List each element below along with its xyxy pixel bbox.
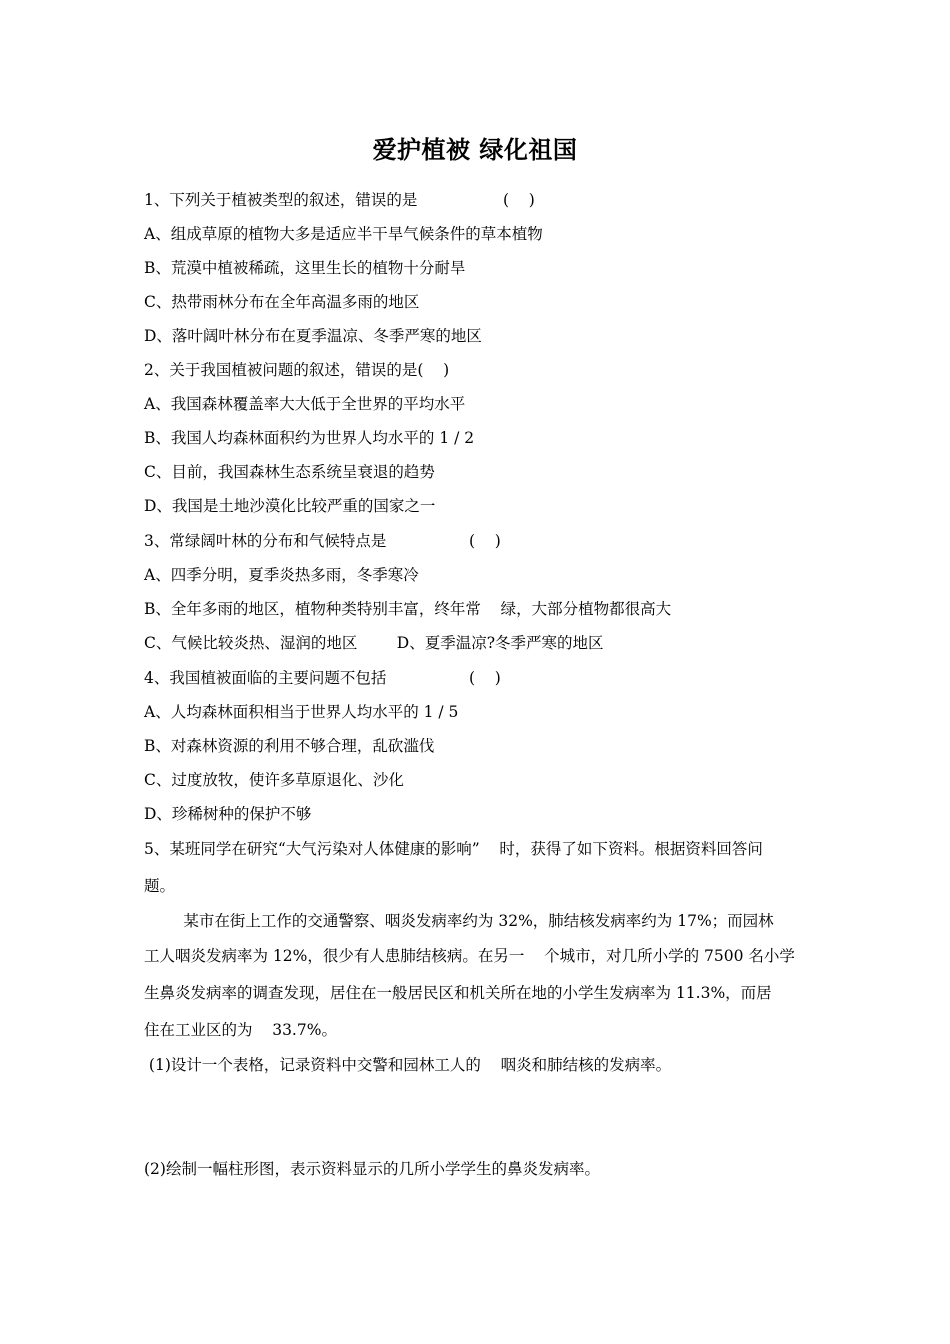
question-1-option-b: B、荒漠中植被稀疏，这里生长的植物十分耐旱 [144,259,466,277]
question-5-stem-line-2: 题。 [144,877,176,895]
question-1-option-c: C、热带雨林分布在全年高温多雨的地区 [144,293,420,311]
question-1-stem: 1、下列关于植被类型的叙述，错误的是 [144,191,418,209]
question-4-option-a: A、人均森林面积相当于世界人均水平的 1 / 5 [144,703,459,721]
question-4-stem: 4、我国植被面临的主要问题不包括 [144,669,387,687]
question-3-option-a: A、四季分明，夏季炎热多雨，冬季寒冷 [144,566,419,584]
question-2-option-a: A、我国森林覆盖率大大低于全世界的平均水平 [144,395,466,413]
question-2-option-d: D、我国是土地沙漠化比较严重的国家之一 [144,497,436,515]
question-5-subquestion-2: (2)绘制一幅柱形图，表示资料显示的几所小学学生的鼻炎发病率。 [144,1160,600,1178]
document-title: 爱护植被 绿化祖国 [372,135,578,164]
question-5-material-line-3: 生鼻炎发病率的调查发现，居住在一般居民区和机关所在地的小学生发病率为 11.3%，而居 [144,984,772,1002]
question-5-material-line-4: 住在工业区的为 33.7%。 [144,1021,337,1039]
question-3-answer-blank: ( ) [469,532,501,550]
question-1-option-a: A、组成草原的植物大多是适应半干旱气候条件的草本植物 [144,225,543,243]
question-2-stem: 2、关于我国植被问题的叙述，错误的是( ) [144,361,450,379]
question-5-subquestion-1: (1)设计一个表格，记录资料中交警和园林工人的 咽炎和肺结核的发病率。 [144,1056,672,1074]
question-4-option-c: C、过度放牧，使许多草原退化、沙化 [144,771,404,789]
question-2-option-c: C、目前，我国森林生态系统呈衰退的趋势 [144,463,435,481]
question-1-answer-blank: ( ) [503,191,535,209]
question-5-material-line-1: 某市在街上工作的交通警察、咽炎发病率约为 32%，肺结核发病率约为 17%；而园林 [144,912,774,930]
question-4-option-b: B、对森林资源的利用不够合理，乱砍滥伐 [144,737,435,755]
question-4-option-d: D、珍稀树种的保护不够 [144,805,312,823]
question-3-option-b: B、全年多雨的地区，植物种类特别丰富，终年常 绿，大部分植物都很高大 [144,600,672,618]
question-1-option-d: D、落叶阔叶林分布在夏季温凉、冬季严寒的地区 [144,327,482,345]
question-2-option-b: B、我国人均森林面积约为世界人均水平的 1 / 2 [144,429,475,447]
question-5-stem-line-1: 5、某班同学在研究“大气污染对人体健康的影响” 时，获得了如下资料。根据资料回答问 [144,840,763,858]
question-3-stem: 3、常绿阔叶林的分布和气候特点是 [144,532,387,550]
question-4-answer-blank: ( ) [469,669,501,687]
question-3-option-c-d: C、气候比较炎热、湿润的地区 D、夏季温凉?冬季严寒的地区 [144,634,604,652]
question-5-material-line-2: 工人咽炎发病率为 12%，很少有人患肺结核病。在另一 个城市，对几所小学的 7500 名小学 [144,947,795,965]
